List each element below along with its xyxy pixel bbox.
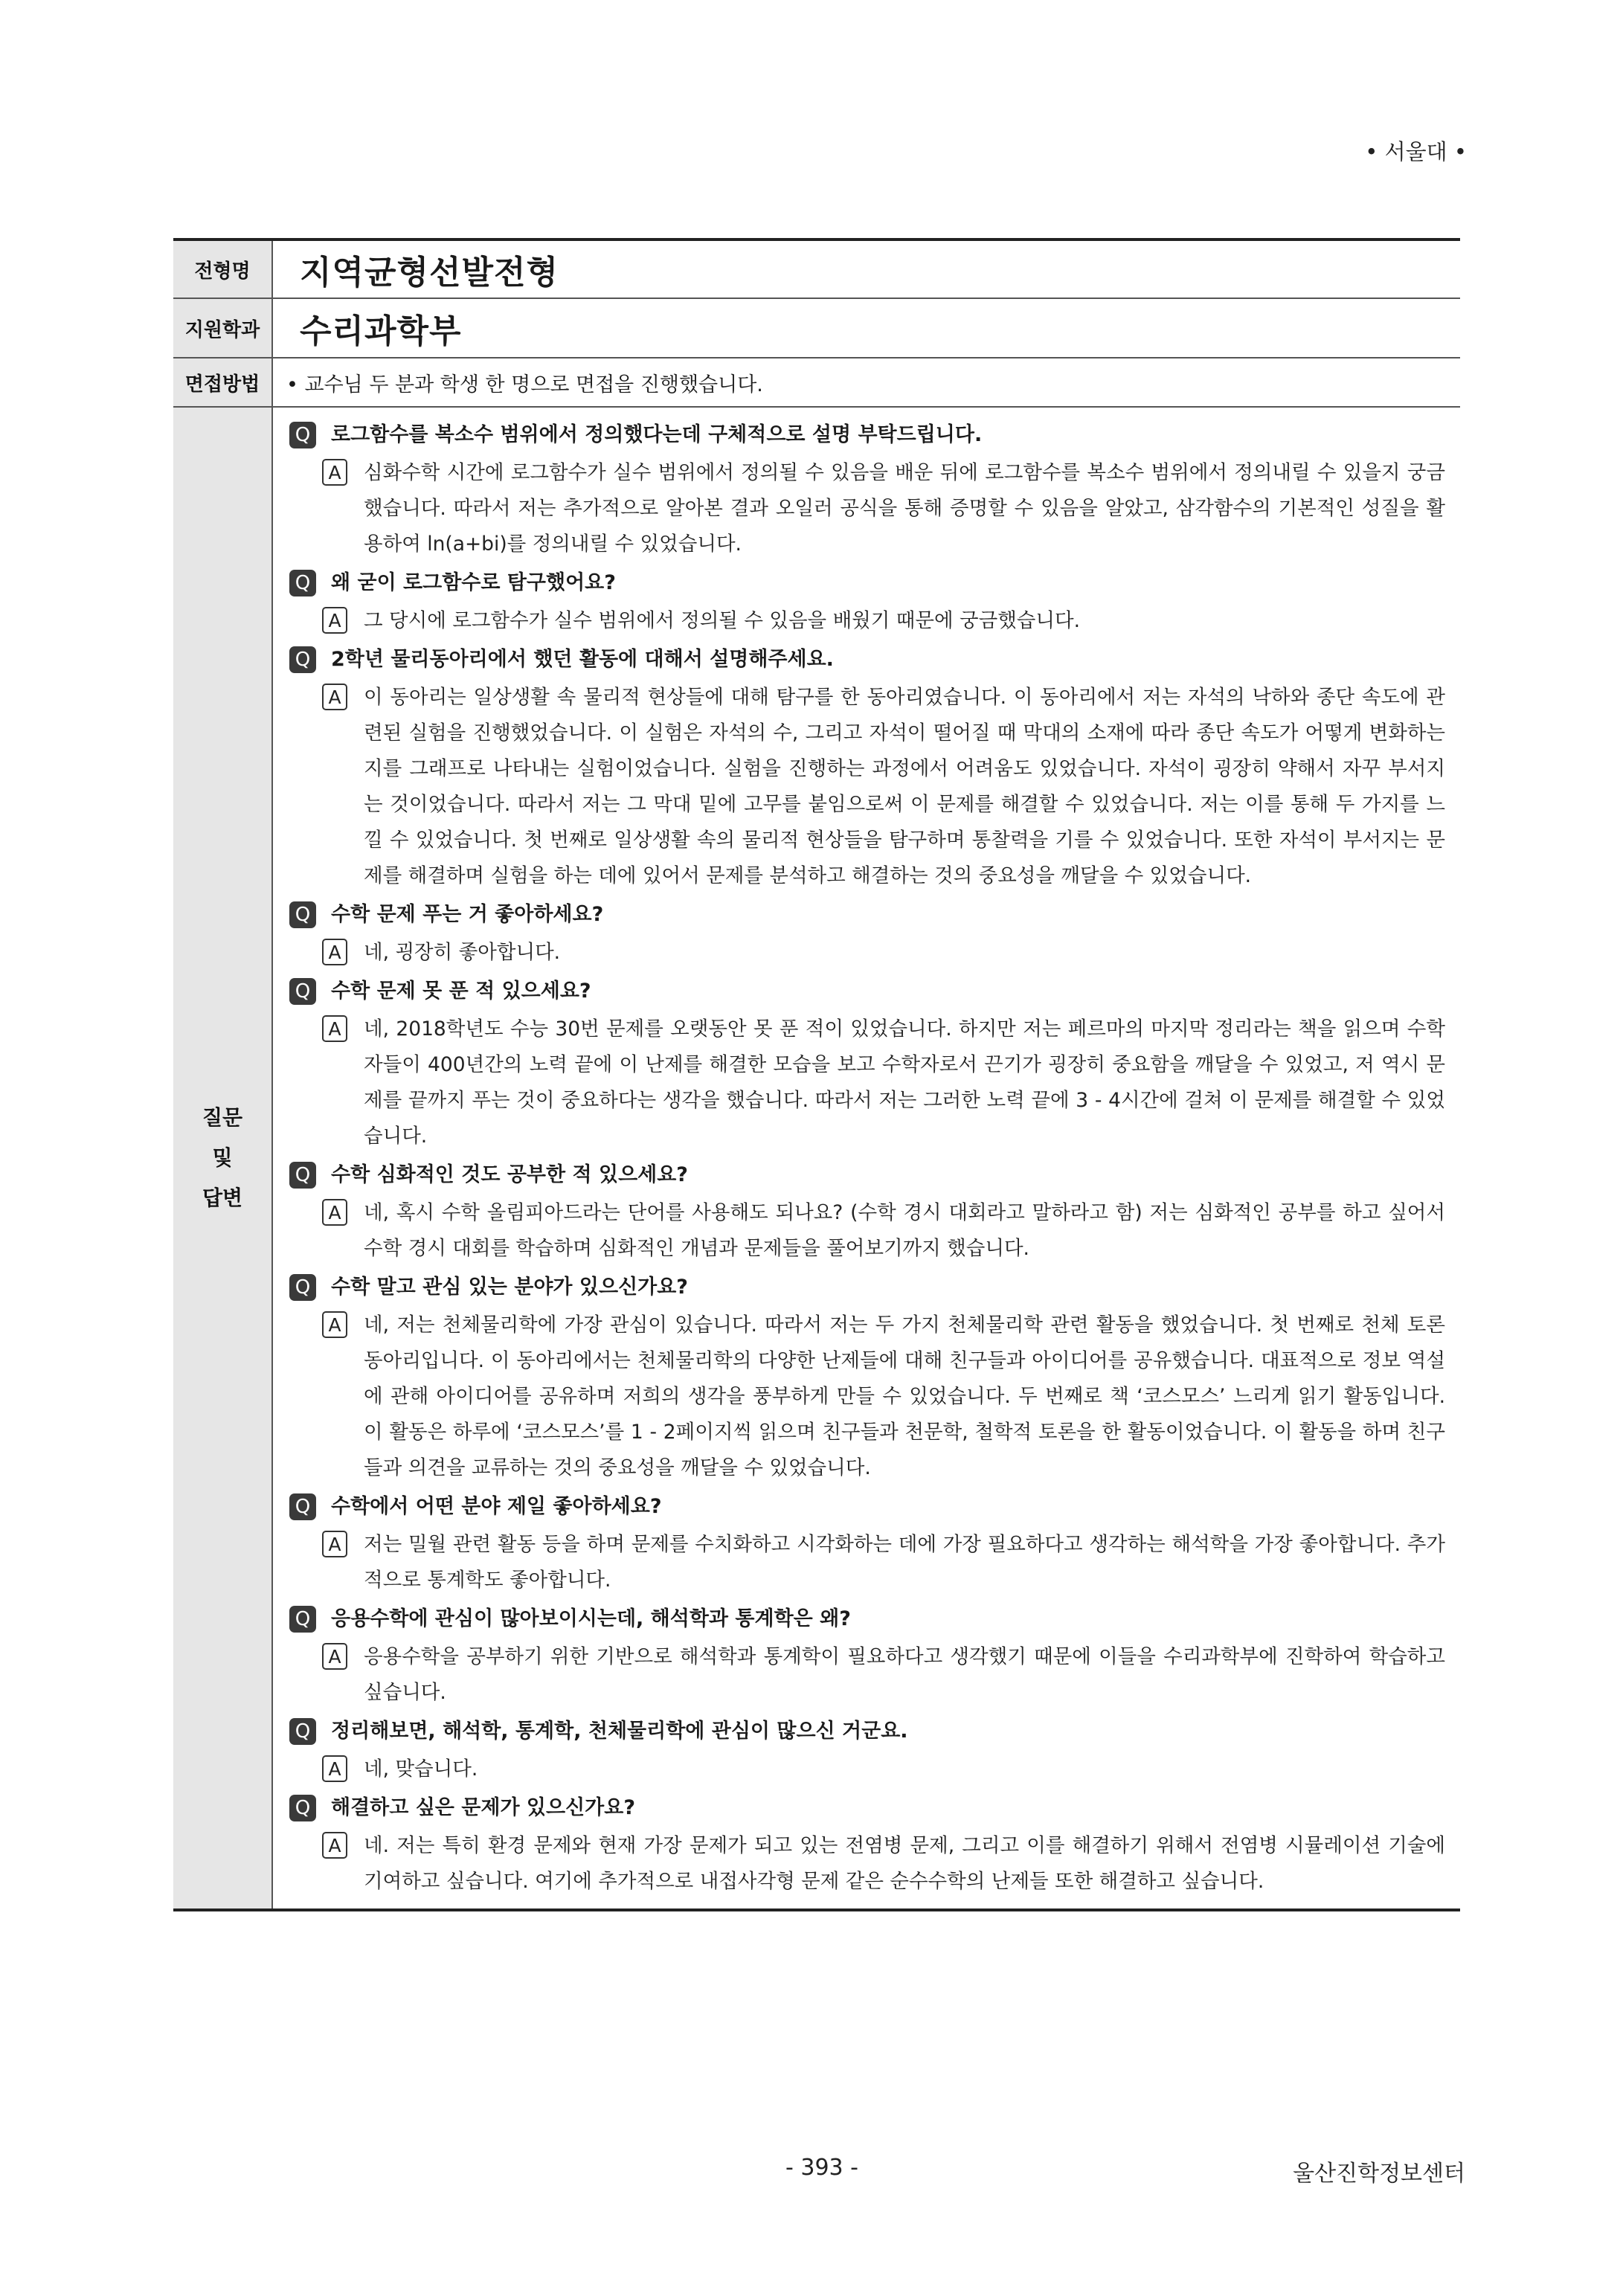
question-text: 응용수학에 관심이 많아보이시는데, 해석학과 통계학은 왜?	[331, 1607, 851, 1630]
answer	[322, 1639, 1445, 1711]
answer-badge-icon: A	[322, 1015, 347, 1042]
answer-text: 네, 맞습니다.	[364, 1758, 478, 1781]
method-label: 면접방법	[173, 358, 273, 406]
answer-text: 네, 2018학년도 수능 30번 문제를 오랫동안 못 푼 적이 있었습니다. 하지만 저는 페르마의 마지막 정리라는 책을 읽으며 수학자들이 400년간의 노력 끝에 이 난제를 해결한 모습을 보고 수학자로서 끈기가 굉장히 중요함을 깨달을 수 있었고, 저 역시 문제를 끝까지 푸는 것이 중요하다는 생각을 했습니다. 따라서 저는 그러한 노력 끝에 3 - 4시간에 걸쳐 이 문제를 해결할 수 있었습니다.	[364, 1017, 1445, 1148]
answer-text: 응용수학을 공부하기 위한 기반으로 해석학과 통계학이 필요하다고 생각했기 때문에 이들을 수리과학부에 진학하여 학습하고 싶습니다.	[364, 1645, 1445, 1704]
answer	[322, 1527, 1445, 1598]
publisher-name: 울산진학정보센터	[1293, 2161, 1465, 2187]
question-badge-icon: Q	[289, 646, 316, 673]
answer-badge-icon: A	[322, 939, 347, 965]
answer	[322, 935, 1445, 971]
answer	[322, 455, 1445, 562]
page-number: - 393 -	[785, 2155, 858, 2181]
answer-badge-icon: A	[322, 684, 347, 710]
answer-badge-icon: A	[322, 1199, 347, 1226]
department-value: 수리과학부	[300, 312, 462, 350]
question-text: 수학 문제 못 푼 적 있으세요?	[331, 980, 591, 1003]
question	[289, 1158, 1445, 1192]
question-text: 로그함수를 복소수 범위에서 정의했다는데 구체적으로 설명 부탁드립니다.	[331, 423, 983, 446]
answer-badge-icon: A	[322, 1311, 347, 1338]
question	[289, 974, 1445, 1009]
question-badge-icon: Q	[289, 1718, 316, 1745]
admission-value: 지역균형선발전형	[300, 254, 559, 292]
question-badge-icon: Q	[289, 1493, 316, 1520]
question-badge-icon: Q	[289, 570, 316, 596]
qa-row	[173, 408, 1460, 1908]
answer-text: 네. 저는 특히 환경 문제와 현재 가장 문제가 되고 있는 전염병 문제, 그리고 이를 해결하기 위해서 전염병 시뮬레이션 기술에 기여하고 싶습니다. 여기에 추가적으로 내접사각형 문제 같은 순수수학의 난제들 또한 해결하고 싶습니다.	[364, 1834, 1445, 1893]
question	[289, 566, 1445, 600]
department-row	[173, 299, 1460, 358]
qa-label-line: 질문	[202, 1105, 243, 1130]
question	[289, 418, 1445, 452]
question	[289, 1602, 1445, 1636]
question-text: 수학에서 어떤 분야 제일 좋아하세요?	[331, 1495, 662, 1518]
answer-badge-icon: A	[322, 459, 347, 486]
question	[289, 1490, 1445, 1524]
answer-badge-icon: A	[322, 1755, 347, 1782]
question	[289, 1714, 1445, 1749]
answer-text: 네, 저는 천체물리학에 가장 관심이 있습니다. 따라서 저는 두 가지 천체물리학 관련 활동을 했었습니다. 첫 번째로 천체 토론 동아리입니다. 이 동아리에서는 천체물리학의 다양한 난제들에 대해 친구들과 아이디어를 공유했습니다. 대표적으로 정보 역설에 관해 아이디어를 공유하며 저희의 생각을 풍부하게 만들 수 있었습니다. 두 번째로 책 ‘코스모스’ 느리게 읽기 활동입니다. 이 활동은 하루에 ‘코스모스’를 1 - 2페이지씩 읽으며 친구들과 천문학, 철학적 토론을 한 활동이었습니다. 이 활동을 하며 친구들과 의견을 교류하는 것의 중요성을 깨달을 수 있었습니다.	[364, 1313, 1445, 1479]
qa-label-line: 및	[212, 1145, 233, 1170]
question-badge-icon: Q	[289, 1162, 316, 1189]
answer-badge-icon: A	[322, 607, 347, 634]
answer-text: 그 당시에 로그함수가 실수 범위에서 정의될 수 있음을 배웠기 때문에 궁금했습니다.	[364, 609, 1081, 632]
question-badge-icon: Q	[289, 1795, 316, 1821]
question-text: 수학 말고 관심 있는 분야가 있으신가요?	[331, 1276, 688, 1299]
answer	[322, 603, 1445, 639]
admission-row	[173, 241, 1460, 299]
method-value: • 교수님 두 분과 학생 한 명으로 면접을 진행했습니다.	[286, 373, 763, 396]
question-text: 정리해보면, 해석학, 통계학, 천체물리학에 관심이 많으신 거군요.	[331, 1720, 908, 1743]
question-badge-icon: Q	[289, 422, 316, 448]
question-text: 수학 문제 푸는 거 좋아하세요?	[331, 903, 604, 926]
question-text: 2학년 물리동아리에서 했던 활동에 대해서 설명해주세요.	[331, 648, 834, 671]
answer	[322, 1308, 1445, 1486]
university-header: • 서울대 •	[1365, 139, 1467, 164]
question-text: 왜 굳이 로그함수로 탐구했어요?	[331, 571, 616, 594]
qa-label	[173, 408, 273, 1908]
interview-table	[173, 238, 1460, 1911]
question-text: 해결하고 싶은 문제가 있으신가요?	[331, 1796, 636, 1819]
question	[289, 1791, 1445, 1825]
department-label: 지원학과	[173, 299, 273, 357]
answer-badge-icon: A	[322, 1832, 347, 1859]
answer-badge-icon: A	[322, 1531, 347, 1557]
qa-list	[273, 408, 1460, 1908]
answer-badge-icon: A	[322, 1643, 347, 1670]
question-badge-icon: Q	[289, 1274, 316, 1301]
answer	[322, 1012, 1445, 1154]
question-badge-icon: Q	[289, 978, 316, 1005]
question	[289, 643, 1445, 677]
answer	[322, 680, 1445, 894]
admission-label: 전형명	[173, 241, 273, 298]
answer-text: 심화수학 시간에 로그함수가 실수 범위에서 정의될 수 있음을 배운 뒤에 로그함수를 복소수 범위에서 정의내릴 수 있을지 궁금했습니다. 따라서 저는 추가적으로 알아본 결과 오일러 공식을 통해 증명할 수 있음을 알았고, 삼각함수의 기본적인 성질을 활용하여 ln(a+bi)를 정의내릴 수 있었습니다.	[364, 461, 1445, 556]
question-badge-icon: Q	[289, 1606, 316, 1633]
answer-text: 이 동아리는 일상생활 속 물리적 현상들에 대해 탐구를 한 동아리였습니다. 이 동아리에서 저는 자석의 낙하와 종단 속도에 관련된 실험을 진행했었습니다. 이 실험은 자석의 수, 그리고 자석이 떨어질 때 막대의 소재에 따라 종단 속도가 어떻게 변화하는 지를 그래프로 나타내는 실험이었습니다. 실험을 진행하는 과정에서 어려움도 있었습니다. 자석이 굉장히 약해서 자꾸 부서지는 것이었습니다. 따라서 저는 그 막대 밑에 고무를 붙임으로써 이 문제를 해결할 수 있었습니다. 저는 이를 통해 두 가지를 느낄 수 있었습니다. 첫 번째로 일상생활 속의 물리적 현상들을 탐구하며 통찰력을 기를 수 있었습니다. 또한 자석이 부서지는 문제를 해결하며 실험을 하는 데에 있어서 문제를 분석하고 해결하는 것의 중요성을 깨달을 수 있었습니다.	[364, 686, 1445, 887]
answer-text: 네, 혹시 수학 올림피아드라는 단어를 사용해도 되나요? (수학 경시 대회라고 말하라고 함) 저는 심화적인 공부를 하고 싶어서 수학 경시 대회를 학습하며 심화적인 개념과 문제들을 풀어보기까지 했습니다.	[364, 1201, 1445, 1260]
question	[289, 898, 1445, 932]
answer	[322, 1828, 1445, 1900]
question-text: 수학 심화적인 것도 공부한 적 있으세요?	[331, 1163, 688, 1186]
answer-text: 저는 밀월 관련 활동 등을 하며 문제를 수치화하고 시각화하는 데에 가장 필요하다고 생각하는 해석학을 가장 좋아합니다. 추가적으로 통계학도 좋아합니다.	[364, 1533, 1445, 1592]
answer-text: 네, 굉장히 좋아합니다.	[364, 941, 561, 964]
method-row	[173, 358, 1460, 408]
question-badge-icon: Q	[289, 901, 316, 928]
answer	[322, 1752, 1445, 1787]
qa-label-line: 답변	[202, 1186, 243, 1210]
question	[289, 1270, 1445, 1305]
answer	[322, 1195, 1445, 1267]
